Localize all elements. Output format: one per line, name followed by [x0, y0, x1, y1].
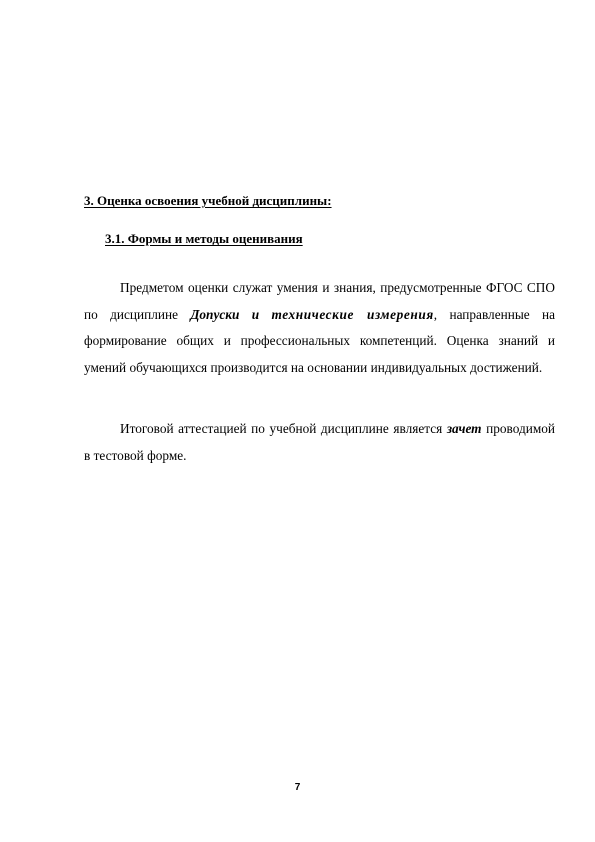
discipline-name-part2: технические измерения — [271, 306, 434, 322]
attestation-text-after: проводимой в тестовой форме. — [84, 421, 556, 463]
paragraph-final-attestation — [84, 416, 555, 469]
page-number: 7 — [294, 782, 301, 793]
subsection-title: 3.1. Формы и методы оценивания — [105, 231, 303, 246]
paragraph-assessment-subject — [84, 275, 555, 381]
attestation-form: зачет — [446, 421, 482, 437]
section-title: 3. Оценка освоения учебной дисциплины: — [84, 193, 332, 208]
discipline-name-part1: Допуски и — [190, 306, 272, 322]
paragraph-text-before: Предметом оценки служат умения и знания, предусмотренные ФГОС СПО по дисциплине — [84, 280, 555, 322]
paragraph-text-after: , направленные на формирование общих и профессиональных компетенций. Оценка знаний и умений обучающихся производится на основании индивидуальных достижений. — [84, 306, 556, 376]
attestation-text-before: Итоговой аттестацией по учебной дисциплине является — [120, 421, 447, 437]
